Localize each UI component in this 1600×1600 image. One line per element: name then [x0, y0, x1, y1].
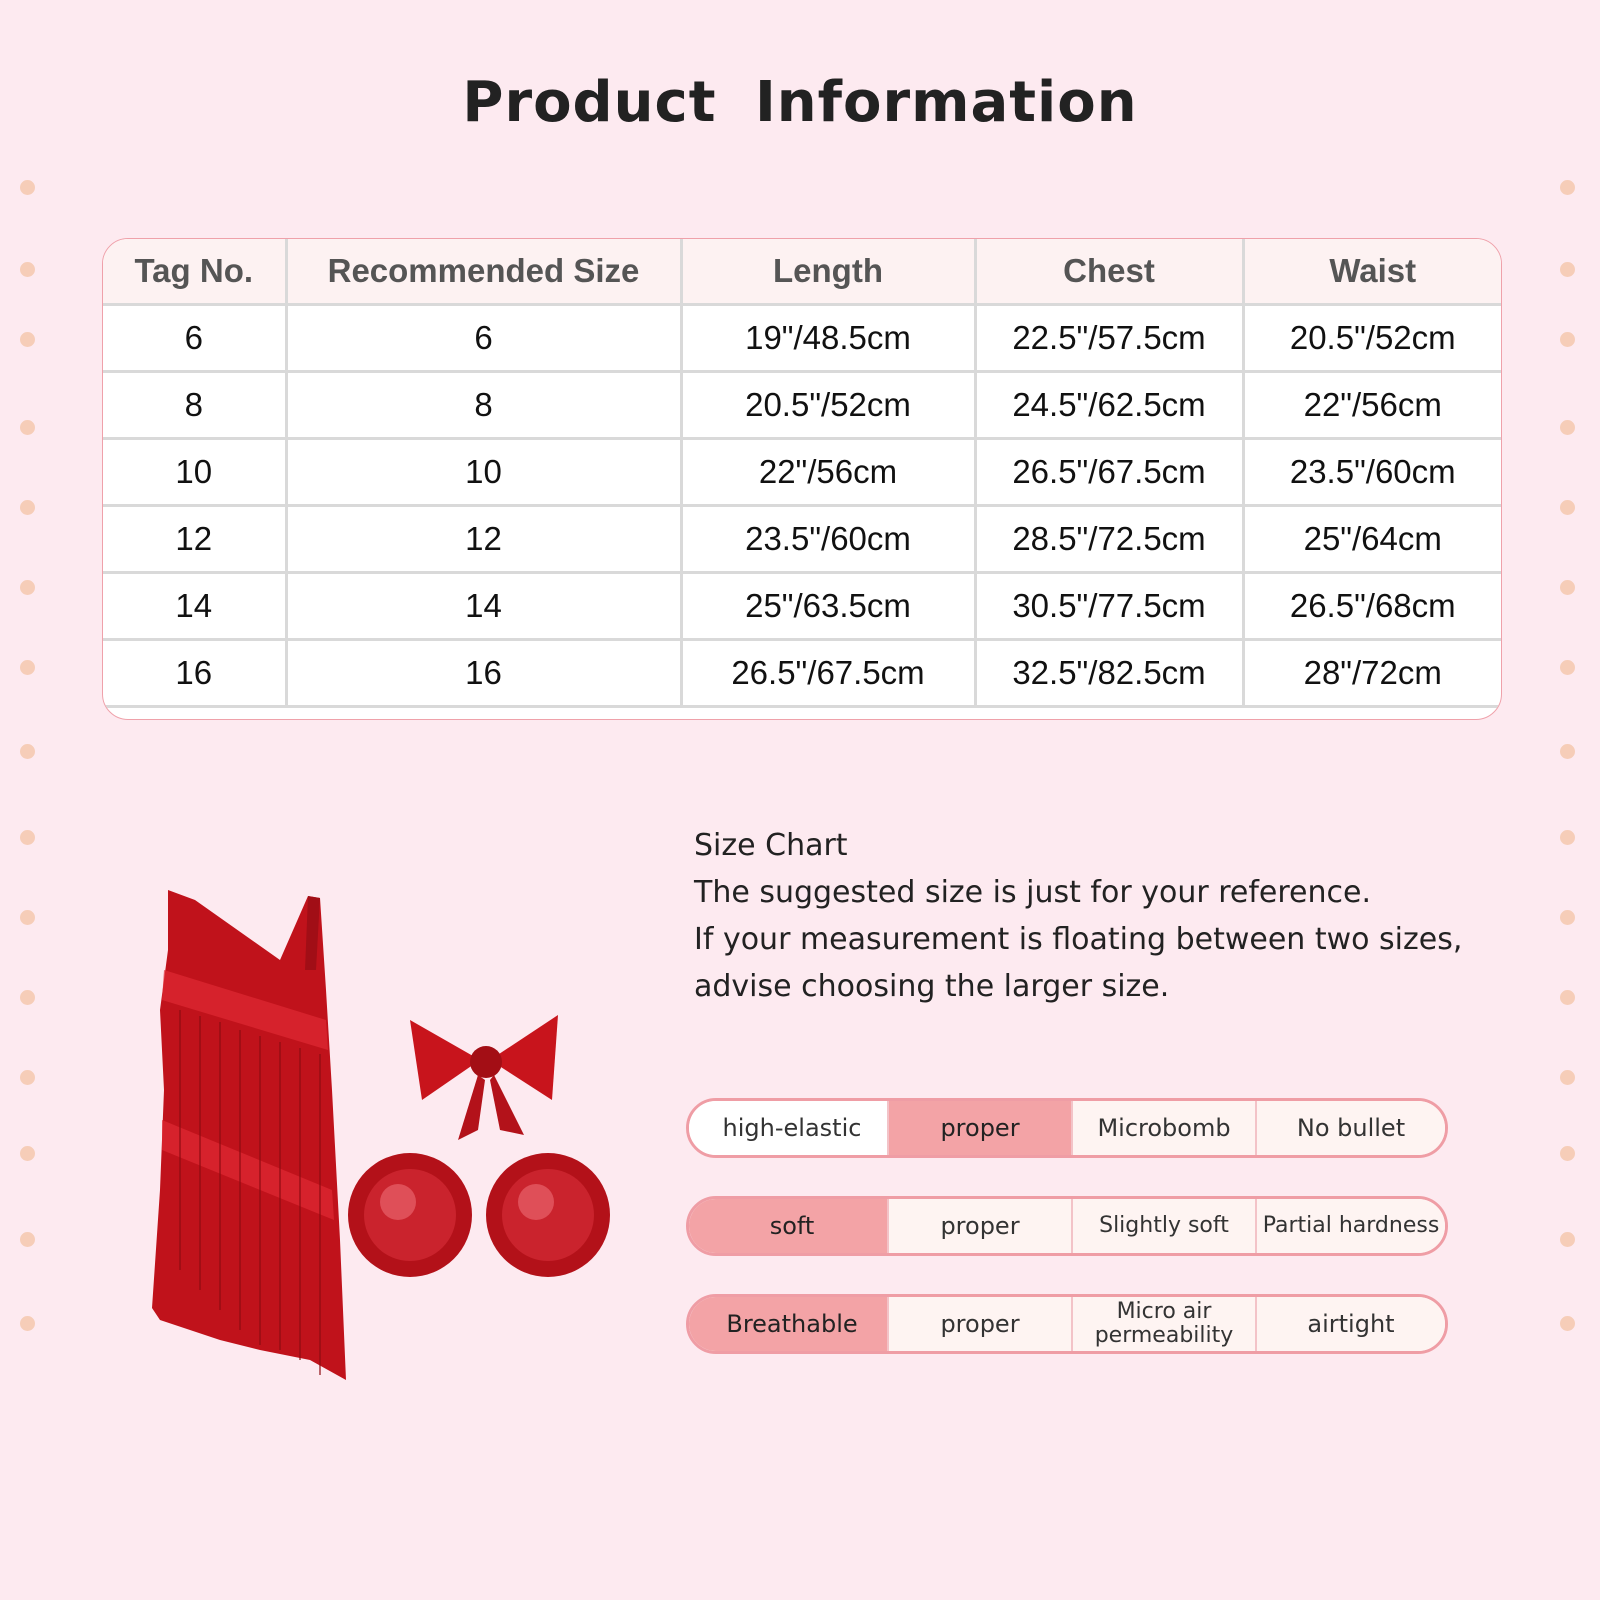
pom-pom-right: [486, 1153, 610, 1277]
decorative-dot: [1560, 1232, 1575, 1247]
decorative-dot: [20, 1146, 35, 1161]
table-cell: 25"/63.5cm: [681, 573, 975, 640]
table-cell: 23.5"/60cm: [1243, 439, 1501, 506]
table-header-row: [103, 239, 1501, 305]
column-header: Chest: [975, 239, 1243, 305]
column-header: Waist: [1243, 239, 1501, 305]
table-cell: 32.5"/82.5cm: [975, 640, 1243, 707]
table-cell: 8: [286, 372, 681, 439]
page-title: Product Information: [462, 70, 1138, 135]
decorative-dot: [1560, 910, 1575, 925]
scale-option: airtight: [1257, 1297, 1445, 1351]
table-cell: 20.5"/52cm: [681, 372, 975, 439]
scale-option: Slightly soft: [1073, 1199, 1257, 1253]
scale-label-selected: soft: [689, 1199, 889, 1253]
table-cell: 16: [103, 640, 286, 707]
note-line: The suggested size is just for your reference.: [694, 875, 1371, 910]
decorative-dot: [1560, 332, 1575, 347]
elasticity-scale: [686, 1098, 1448, 1158]
scale-label-selected: Breathable: [689, 1297, 889, 1351]
decorative-dot: [20, 660, 35, 675]
decorative-dot: [20, 1316, 35, 1331]
table-cell: 14: [103, 573, 286, 640]
decorative-dot: [1560, 180, 1575, 195]
note-line: advise choosing the larger size.: [694, 969, 1170, 1004]
table-cell: 12: [103, 506, 286, 573]
decorative-dot: [1560, 262, 1575, 277]
table-cell: 28"/72cm: [1243, 640, 1501, 707]
table-cell: 23.5"/60cm: [681, 506, 975, 573]
decorative-dot: [20, 500, 35, 515]
table-cell: 28.5"/72.5cm: [975, 506, 1243, 573]
decorative-dot: [20, 990, 35, 1005]
table-cell: 30.5"/77.5cm: [975, 573, 1243, 640]
decorative-dot: [20, 1070, 35, 1085]
decorative-dot: [1560, 1070, 1575, 1085]
decorative-dot: [1560, 420, 1575, 435]
decorative-dot: [20, 180, 35, 195]
decorative-dot: [1560, 1146, 1575, 1161]
table-row: [103, 640, 1501, 707]
product-image: [140, 890, 630, 1410]
decorative-dot: [20, 580, 35, 595]
scale-option: Microbomb: [1073, 1101, 1257, 1155]
hair-bow-illustration: [410, 1015, 558, 1140]
note-line: If your measurement is floating between two sizes,: [694, 922, 1463, 957]
table-cell: 25"/64cm: [1243, 506, 1501, 573]
table-cell: 22"/56cm: [1243, 372, 1501, 439]
table-cell: 12: [286, 506, 681, 573]
softness-scale: [686, 1196, 1448, 1256]
note-heading: Size Chart: [694, 828, 848, 863]
table-cell: 6: [286, 305, 681, 372]
table-cell: 26.5"/67.5cm: [681, 640, 975, 707]
decorative-dot: [20, 910, 35, 925]
table-cell: 8: [103, 372, 286, 439]
table-row: [103, 305, 1501, 372]
table-cell: 26.5"/68cm: [1243, 573, 1501, 640]
scale-option: Micro air permeability: [1073, 1297, 1257, 1351]
decorative-dot: [1560, 830, 1575, 845]
column-header: Length: [681, 239, 975, 305]
table-cell: 26.5"/67.5cm: [975, 439, 1243, 506]
decorative-dot: [20, 830, 35, 845]
size-table: [103, 239, 1501, 708]
column-header: Recommended Size: [286, 239, 681, 305]
dress-illustration: [152, 890, 346, 1380]
table-row: [103, 372, 1501, 439]
decorative-dot: [1560, 744, 1575, 759]
table-cell: 22"/56cm: [681, 439, 975, 506]
column-header: Tag No.: [103, 239, 286, 305]
decorative-dot: [20, 1232, 35, 1247]
scale-option: proper: [889, 1297, 1073, 1351]
pom-pom-left: [348, 1153, 472, 1277]
decorative-dot: [1560, 500, 1575, 515]
table-cell: 16: [286, 640, 681, 707]
table-row: [103, 573, 1501, 640]
decorative-dot: [20, 332, 35, 347]
scale-option-selected: proper: [889, 1101, 1073, 1155]
table-cell: 6: [103, 305, 286, 372]
table-cell: 24.5"/62.5cm: [975, 372, 1243, 439]
size-note: [694, 822, 1494, 1010]
table-row: [103, 506, 1501, 573]
scale-option: No bullet: [1257, 1101, 1445, 1155]
decorative-dot: [1560, 1316, 1575, 1331]
breathability-scale: [686, 1294, 1448, 1354]
table-cell: 22.5"/57.5cm: [975, 305, 1243, 372]
table-cell: 19"/48.5cm: [681, 305, 975, 372]
decorative-dot: [20, 262, 35, 277]
table-row: [103, 439, 1501, 506]
table-cell: 10: [286, 439, 681, 506]
table-cell: 10: [103, 439, 286, 506]
decorative-dot: [1560, 990, 1575, 1005]
size-table-card: [102, 238, 1502, 720]
scale-option: proper: [889, 1199, 1073, 1253]
scale-label: high-elastic: [689, 1101, 889, 1155]
decorative-dot: [1560, 580, 1575, 595]
table-cell: 20.5"/52cm: [1243, 305, 1501, 372]
scale-option: Partial hardness: [1257, 1199, 1445, 1253]
table-cell: 14: [286, 573, 681, 640]
decorative-dot: [20, 744, 35, 759]
decorative-dot: [1560, 660, 1575, 675]
decorative-dot: [20, 420, 35, 435]
